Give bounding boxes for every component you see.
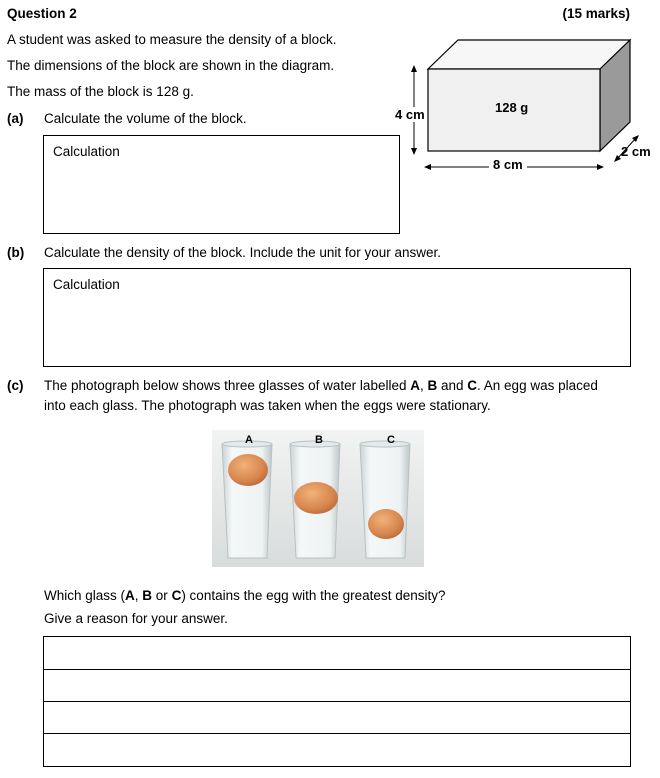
part-c-answer-box[interactable] xyxy=(43,636,631,767)
question-title: Question 2 xyxy=(7,6,77,21)
glass-c-ref: C xyxy=(467,378,478,393)
intro-line-1: A student was asked to measure the density of a block. xyxy=(7,32,337,47)
part-a-box-label: Calculation xyxy=(53,144,120,159)
photo-label-a: A xyxy=(245,434,253,446)
question-marks: (15 marks) xyxy=(562,6,630,21)
part-b-box-label: Calculation xyxy=(53,277,120,292)
part-b-answer-box[interactable] xyxy=(43,268,631,367)
egg-c xyxy=(368,509,404,539)
part-a-text: Calculate the volume of the block. xyxy=(44,111,247,126)
part-c-text-line-2: into each glass. The photograph was taken when the eggs were stationary. xyxy=(44,398,491,413)
block-mass-label: 128 g xyxy=(495,100,529,115)
part-c-text-line-1: The photograph below shows three glasses of water labelled A, B and C. An egg was placed xyxy=(44,378,598,393)
egg-a xyxy=(228,454,268,486)
photo-label-c: C xyxy=(387,434,395,446)
part-c-question-line-1: Which glass (A, B or C) contains the egg with the greatest density? xyxy=(44,588,446,603)
part-a-answer-box[interactable] xyxy=(43,135,400,234)
answer-line-1 xyxy=(44,669,630,670)
answer-line-2 xyxy=(44,701,630,702)
part-b-text: Calculate the density of the block. Include the unit for your answer. xyxy=(44,245,441,260)
intro-line-3: The mass of the block is 128 g. xyxy=(7,84,194,99)
glass-b-ref: B xyxy=(427,378,438,393)
photo-label-b: B xyxy=(315,434,323,446)
intro-line-2: The dimensions of the block are shown in the diagram. xyxy=(7,58,335,73)
egg-b xyxy=(294,482,338,514)
block-top-face xyxy=(428,40,630,69)
part-a-label: (a) xyxy=(7,111,24,126)
part-b-label: (b) xyxy=(7,245,25,260)
glasses-photo xyxy=(212,430,424,567)
block-height-label: 4 cm xyxy=(395,107,425,122)
part-c-label: (c) xyxy=(7,378,24,393)
glass-c xyxy=(360,444,410,558)
answer-line-3 xyxy=(44,733,630,734)
glass-a-ref: A xyxy=(410,378,420,393)
block-length-label: 8 cm xyxy=(489,157,527,172)
block-depth-label: 2 cm xyxy=(621,144,651,159)
part-c-question-line-2: Give a reason for your answer. xyxy=(44,611,228,626)
